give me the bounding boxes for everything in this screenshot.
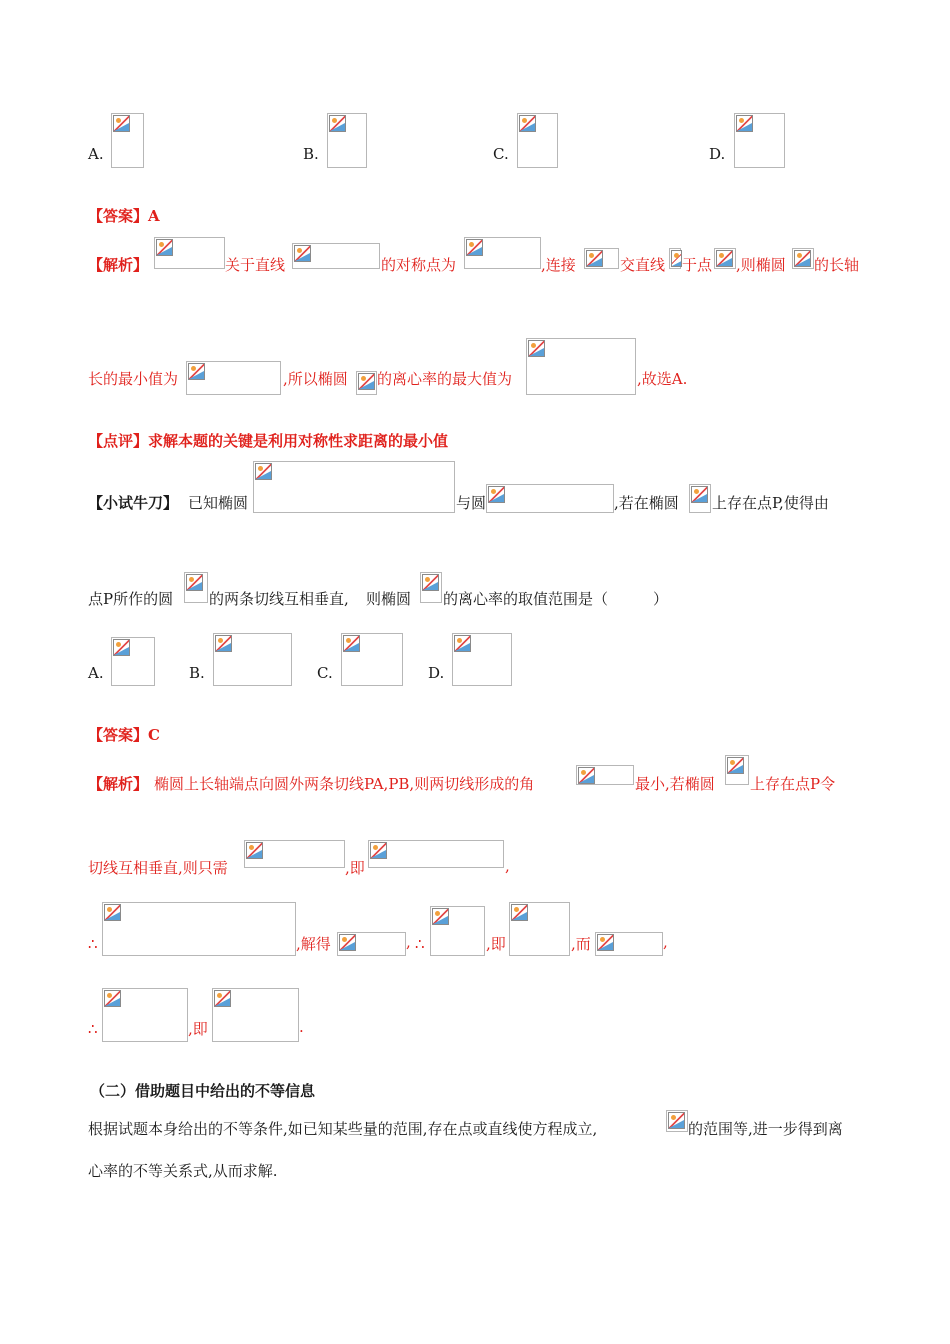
image-placeholder-icon — [716, 250, 733, 267]
analysis-text: 切线互相垂直,则只需 — [88, 859, 228, 877]
analysis-text: 的长轴 — [814, 256, 860, 274]
formula-image — [714, 248, 736, 269]
analysis-text: . — [299, 1018, 304, 1036]
q2-text: 与圆 — [456, 494, 487, 512]
q2-text: ,若在椭圆 — [614, 494, 679, 512]
image-placeholder-icon — [466, 239, 483, 256]
formula-image — [212, 988, 299, 1042]
q2-text: 点P所作的圆 — [88, 590, 174, 608]
image-placeholder-icon — [727, 757, 744, 774]
image-placeholder-icon — [358, 373, 375, 390]
image-placeholder-icon — [528, 340, 545, 357]
option-d-image — [734, 113, 785, 168]
section-paragraph: 心率的不等关系式,从而求解. — [88, 1162, 278, 1180]
image-placeholder-icon — [519, 115, 536, 132]
formula-image — [526, 338, 636, 395]
section-paragraph: 的范围等,进一步得到离 — [688, 1120, 843, 1138]
option-a-image — [111, 113, 144, 168]
analysis-text: ,故选A. — [637, 370, 688, 388]
therefore-symbol: ∴ — [415, 935, 425, 953]
analysis-text: ,则椭圆 — [736, 256, 786, 274]
analysis-text: 椭圆上长轴端点向圆外两条切线PA,PB,则两切线形成的角 — [154, 775, 535, 793]
formula-image — [464, 237, 541, 269]
formula-image — [292, 243, 380, 269]
analysis-text: 交直线 — [620, 256, 666, 274]
image-placeholder-icon — [454, 635, 471, 652]
image-placeholder-icon — [488, 486, 505, 503]
q1-review: 【点评】求解本题的关键是利用对称性求距离的最小值 — [88, 432, 449, 450]
formula-image — [669, 248, 681, 269]
image-placeholder-icon — [668, 1112, 685, 1129]
formula-image — [792, 248, 814, 269]
image-placeholder-icon — [511, 904, 528, 921]
formula-image — [186, 361, 281, 395]
option-d-label: D. — [709, 145, 726, 163]
image-placeholder-icon — [370, 842, 387, 859]
therefore-symbol: ∴ — [88, 1020, 98, 1038]
formula-image — [244, 840, 345, 868]
image-placeholder-icon — [586, 250, 603, 267]
analysis-text: ,所以椭圆 — [283, 370, 348, 388]
formula-image — [420, 572, 442, 603]
q1-answer: 【答案】A — [88, 207, 160, 225]
option-a-image — [111, 637, 155, 686]
q2-text: 已知椭圆 — [188, 494, 249, 512]
option-b-image — [327, 113, 367, 168]
analysis-text: ,即 — [188, 1020, 208, 1038]
image-placeholder-icon — [736, 115, 753, 132]
analysis-text: , — [406, 933, 411, 951]
section-title: （二）借助题目中给出的不等信息 — [90, 1082, 316, 1100]
option-c-image — [341, 633, 403, 686]
analysis-text: ,解得 — [296, 935, 331, 953]
analysis-text: , — [505, 857, 510, 875]
image-placeholder-icon — [255, 463, 272, 480]
image-placeholder-icon — [113, 639, 130, 656]
image-placeholder-icon — [186, 574, 203, 591]
formula-image — [368, 840, 504, 868]
formula-image — [595, 932, 663, 956]
option-b-label: B. — [189, 664, 205, 682]
analysis-text: 关于直线 — [225, 256, 286, 274]
q1-analysis-label: 【解析】 — [88, 256, 149, 274]
image-placeholder-icon — [329, 115, 346, 132]
q2-text: 的两条切线互相垂直, — [209, 590, 349, 608]
option-c-label: C. — [317, 664, 333, 682]
image-placeholder-icon — [294, 245, 311, 262]
image-placeholder-icon — [246, 842, 263, 859]
formula-image — [102, 988, 188, 1042]
image-placeholder-icon — [578, 767, 595, 784]
image-placeholder-icon — [104, 990, 121, 1007]
analysis-text: ,而 — [571, 935, 591, 953]
q2-text: 上存在点P,使得由 — [712, 494, 829, 512]
image-placeholder-icon — [422, 574, 439, 591]
analysis-text: 于点 — [682, 256, 713, 274]
formula-image — [430, 906, 485, 956]
image-placeholder-icon — [215, 635, 232, 652]
formula-image — [356, 371, 377, 395]
formula-image — [253, 461, 455, 513]
image-placeholder-icon — [188, 363, 205, 380]
q2-text: 则椭圆 — [366, 590, 412, 608]
formula-image — [689, 484, 711, 513]
analysis-text: ,即 — [345, 859, 365, 877]
analysis-text: 的对称点为 — [381, 256, 457, 274]
image-placeholder-icon — [156, 239, 173, 256]
q2-analysis-label: 【解析】 — [88, 775, 149, 793]
formula-image — [154, 237, 225, 269]
option-d-image — [452, 633, 512, 686]
image-placeholder-icon — [343, 635, 360, 652]
formula-image — [102, 902, 296, 956]
formula-image — [666, 1110, 688, 1132]
image-placeholder-icon — [691, 486, 708, 503]
analysis-text: ,即 — [486, 935, 506, 953]
analysis-text: 的离心率的最大值为 — [377, 370, 513, 388]
option-a-label: A. — [88, 145, 104, 163]
image-placeholder-icon — [794, 250, 811, 267]
image-placeholder-icon — [113, 115, 130, 132]
q2-answer: 【答案】C — [88, 726, 160, 744]
image-placeholder-icon — [671, 250, 682, 267]
analysis-text: 长的最小值为 — [88, 370, 179, 388]
formula-image — [184, 572, 208, 603]
formula-image — [725, 755, 749, 785]
formula-image — [509, 902, 570, 956]
formula-image — [337, 932, 406, 956]
image-placeholder-icon — [104, 904, 121, 921]
image-placeholder-icon — [597, 934, 614, 951]
analysis-text: , — [663, 933, 668, 951]
image-placeholder-icon — [339, 934, 356, 951]
image-placeholder-icon — [432, 908, 449, 925]
option-d-label: D. — [428, 664, 445, 682]
q2-text: 的离心率的取值范围是（ ） — [443, 590, 669, 608]
image-placeholder-icon — [214, 990, 231, 1007]
analysis-text: ,连接 — [541, 256, 576, 274]
analysis-text: 最小,若椭圆 — [635, 775, 715, 793]
analysis-text: 上存在点P令 — [750, 775, 836, 793]
option-c-label: C. — [493, 145, 509, 163]
option-a-label: A. — [88, 664, 104, 682]
option-b-label: B. — [303, 145, 319, 163]
option-b-image — [213, 633, 292, 686]
q2-label: 【小试牛刀】 — [88, 494, 179, 512]
section-paragraph: 根据试题本身给出的不等条件,如已知某些量的范围,存在点或直线使方程成立, — [88, 1120, 598, 1138]
therefore-symbol: ∴ — [88, 935, 98, 953]
formula-image — [584, 248, 619, 269]
formula-image — [576, 765, 634, 785]
option-c-image — [517, 113, 558, 168]
formula-image — [486, 484, 614, 513]
